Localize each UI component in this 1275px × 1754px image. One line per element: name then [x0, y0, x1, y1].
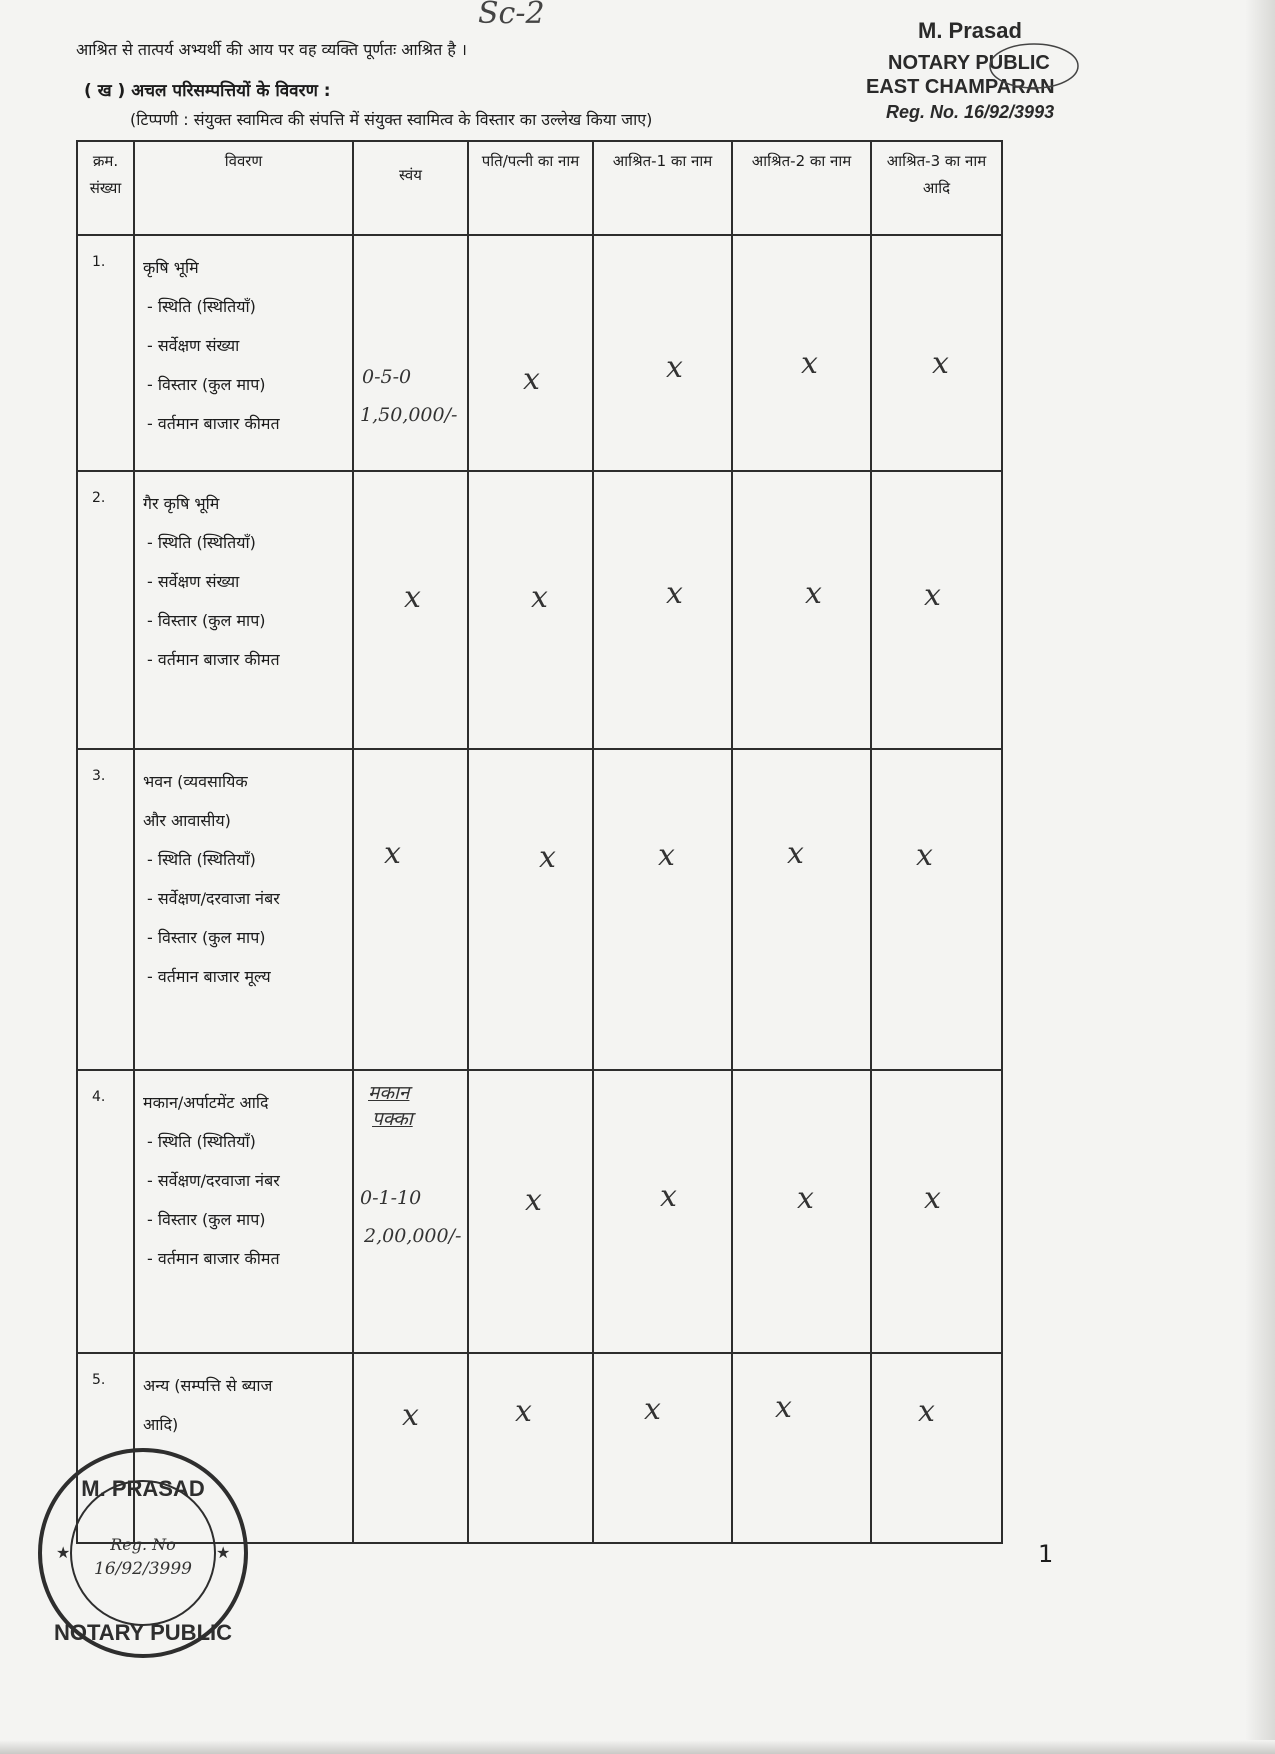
- cross-mark: x: [525, 1183, 542, 1218]
- dependent-3-cell: [871, 471, 1002, 749]
- row-title: अन्य (सम्पत्ति से ब्याज: [143, 1376, 273, 1395]
- cross-mark: x: [924, 578, 941, 613]
- spouse-cell: [468, 1070, 593, 1353]
- self-cell: [353, 235, 468, 471]
- row-serial: 3.: [77, 749, 134, 1070]
- cross-mark: x: [644, 1392, 661, 1427]
- section-heading: ( ख ) अचल परिसम्पत्तियों के विवरण :: [84, 81, 331, 101]
- joint-ownership-remark: (टिप्पणी : संयुक्त स्वामित्व की संपत्ति में संयुक्त स्वामित्व के विस्तार का उल्लेख किया जाए): [130, 110, 653, 129]
- sub-item: - स्थिति (स्थितियाँ): [147, 850, 256, 869]
- notary-stamp: [862, 14, 1092, 126]
- sub-item: - वर्तमान बाजार मूल्य: [147, 967, 271, 986]
- sub-item: - सर्वेक्षण/दरवाजा नंबर: [147, 1171, 280, 1190]
- self-cell: [353, 749, 468, 1070]
- sub-item: - सर्वेक्षण संख्या: [147, 336, 240, 355]
- row-title-continued: आदि): [143, 1415, 179, 1434]
- cross-mark: x: [932, 346, 949, 381]
- self-cell: [353, 1070, 468, 1353]
- seal-reg-label: Reg. No: [110, 1535, 176, 1554]
- row-title: मकान/अर्पाटमेंट आदि: [143, 1093, 269, 1112]
- notary-title: NOTARY PUBLIC: [888, 52, 1050, 74]
- handwritten-area: 0-1-10: [360, 1187, 422, 1209]
- row-description: [134, 471, 353, 749]
- sub-item: - विस्तार (कुल माप): [147, 375, 266, 394]
- seal-bottom-text: NOTARY PUBLIC: [53, 1620, 233, 1645]
- table-header-row: [77, 141, 1002, 235]
- cross-mark: x: [775, 1390, 792, 1425]
- notary-registration: Reg. No. 16/92/3993: [886, 102, 1055, 122]
- cross-mark: x: [918, 1394, 935, 1429]
- spouse-cell: [468, 235, 593, 471]
- dependent-1-cell: [593, 1353, 732, 1543]
- row-title: गैर कृषि भूमि: [143, 494, 220, 513]
- handwritten-area: 0-5-0: [362, 366, 412, 388]
- handwritten-value: 2,00,000/-: [364, 1225, 462, 1247]
- cross-mark: x: [924, 1181, 941, 1216]
- row-title: कृषि भूमि: [143, 258, 199, 277]
- sub-item: - स्थिति (स्थितियाँ): [147, 297, 256, 316]
- self-cell: [353, 471, 468, 749]
- column-header-dependent-3: आश्रित-3 का नाम आदि: [871, 141, 1002, 235]
- sub-item: - विस्तार (कुल माप): [147, 928, 266, 947]
- row-description: [134, 749, 353, 1070]
- sub-item: - वर्तमान बाजार कीमत: [147, 414, 280, 433]
- row-title-continued: और आवासीय): [143, 811, 231, 830]
- page-bottom-shadow: [0, 1740, 1275, 1754]
- spouse-cell: [468, 1353, 593, 1543]
- row-description: [134, 1070, 353, 1353]
- row-serial: 2.: [77, 471, 134, 749]
- seal-top-text: M. PRASAD: [81, 1476, 205, 1501]
- column-header-description: विवरण: [134, 141, 353, 235]
- seal-star-icon: ★: [56, 1543, 71, 1562]
- table-row: [77, 1070, 1002, 1353]
- table-row: [77, 749, 1002, 1070]
- page-reference-handwritten: Sc-2: [478, 0, 545, 31]
- spouse-cell: [468, 471, 593, 749]
- cross-mark: x: [801, 346, 818, 381]
- handwritten-value: 1,50,000/-: [360, 404, 458, 426]
- notary-name: M. Prasad: [918, 18, 1022, 43]
- sub-item: - स्थिति (स्थितियाँ): [147, 1132, 256, 1151]
- cross-mark: x: [404, 580, 421, 615]
- sub-item: - वर्तमान बाजार कीमत: [147, 650, 280, 669]
- sub-item: - विस्तार (कुल माप): [147, 611, 266, 630]
- dependent-1-cell: [593, 235, 732, 471]
- row-serial: 5.: [77, 1353, 134, 1543]
- seal-reg-number: 16/92/3999: [94, 1559, 192, 1579]
- row-serial: 1.: [77, 235, 134, 471]
- handwritten-house: मकान: [368, 1082, 410, 1104]
- dependent-2-cell: [732, 471, 871, 749]
- stamp-ring-icon: [862, 14, 1092, 126]
- handwritten-pucca: पक्का: [372, 1108, 413, 1130]
- cross-mark: x: [402, 1398, 419, 1433]
- page-number: 1: [1038, 1540, 1054, 1568]
- table-row: [77, 471, 1002, 749]
- column-header-dependent-1: आश्रित-1 का नाम: [593, 141, 732, 235]
- seal-star-icon: ★: [216, 1543, 231, 1562]
- row-description: [134, 235, 353, 471]
- dependent-3-cell: [871, 235, 1002, 471]
- column-header-self: स्वंय: [353, 141, 468, 235]
- sub-item: - विस्तार (कुल माप): [147, 1210, 266, 1229]
- dependent-2-cell: [732, 1070, 871, 1353]
- page-edge-shadow: [1245, 0, 1275, 1754]
- cross-mark: x: [523, 362, 540, 397]
- cross-mark: x: [384, 836, 401, 871]
- self-cell: [353, 1353, 468, 1543]
- cross-mark: x: [916, 838, 933, 873]
- dependent-2-cell: [732, 749, 871, 1070]
- dependent-1-cell: [593, 749, 732, 1070]
- notary-district: EAST CHAMPARAN: [866, 76, 1055, 98]
- column-header-dependent-2: आश्रित-2 का नाम: [732, 141, 871, 235]
- column-header-spouse: पति/पत्नी का नाम: [468, 141, 593, 235]
- row-title: भवन (व्यवसायिक: [143, 772, 248, 791]
- cross-mark: x: [531, 580, 548, 615]
- dependent-3-cell: [871, 1070, 1002, 1353]
- row-serial: 4.: [77, 1070, 134, 1353]
- dependent-1-cell: [593, 1070, 732, 1353]
- sub-item: - सर्वेक्षण संख्या: [147, 572, 240, 591]
- notary-seal: [8, 1440, 268, 1670]
- sub-item: - सर्वेक्षण/दरवाजा नंबर: [147, 889, 280, 908]
- spouse-cell: [468, 749, 593, 1070]
- cross-mark: x: [539, 840, 556, 875]
- dependent-1-cell: [593, 471, 732, 749]
- sub-item: - स्थिति (स्थितियाँ): [147, 533, 256, 552]
- cross-mark: x: [658, 838, 675, 873]
- cross-mark: x: [805, 576, 822, 611]
- immovable-assets-table: [76, 140, 1003, 1544]
- dependent-definition-note: आश्रित से तात्पर्य अभ्यर्थी की आय पर वह व्यक्ति पूर्णतः आश्रित है ।: [76, 40, 467, 59]
- cross-mark: x: [666, 576, 683, 611]
- dependent-3-cell: [871, 749, 1002, 1070]
- sub-item: - वर्तमान बाजार कीमत: [147, 1249, 280, 1268]
- cross-mark: x: [660, 1179, 677, 1214]
- dependent-2-cell: [732, 235, 871, 471]
- dependent-3-cell: [871, 1353, 1002, 1543]
- column-header-serial: क्रम. संख्या: [77, 141, 134, 235]
- table-row: [77, 235, 1002, 471]
- cross-mark: x: [797, 1181, 814, 1216]
- cross-mark: x: [787, 836, 804, 871]
- cross-mark: x: [515, 1394, 532, 1429]
- cross-mark: x: [666, 350, 683, 385]
- dependent-2-cell: [732, 1353, 871, 1543]
